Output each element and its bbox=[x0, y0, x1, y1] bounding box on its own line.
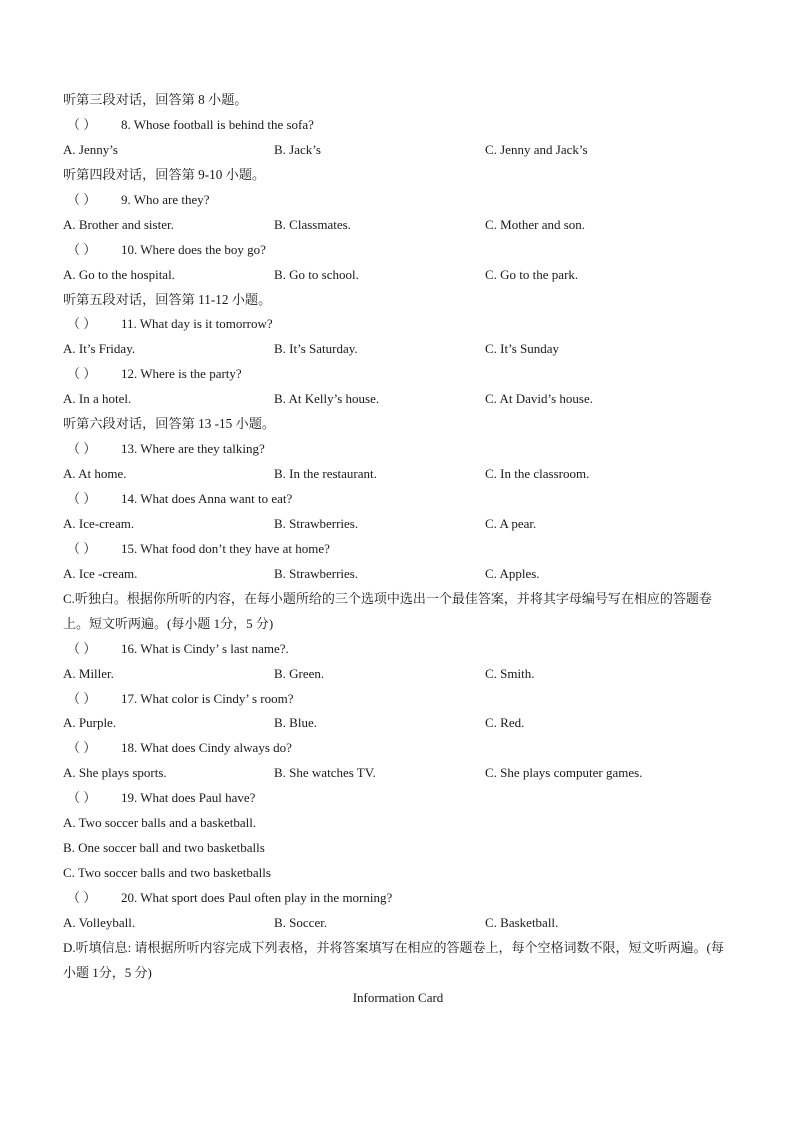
section-instructions: D.听填信息: 请根据所听内容完成下列表格，并将答案填写在相应的答题卷上，每个空格词数不限，短文听两遍。(每小题 1分，5 分) bbox=[63, 939, 724, 980]
exam-page bbox=[63, 88, 733, 1011]
question-text: 12. Where is the party? bbox=[121, 366, 242, 382]
question-stem bbox=[63, 786, 733, 811]
option-c: C. A pear. bbox=[485, 515, 537, 531]
answer-blank: （ ） bbox=[67, 241, 97, 257]
answer-blank: （ ） bbox=[67, 441, 97, 457]
question-text: 11. What day is it tomorrow? bbox=[121, 316, 273, 332]
option-a: A. Brother and sister. bbox=[63, 216, 174, 232]
question-stem bbox=[63, 537, 733, 562]
question-stem bbox=[63, 362, 733, 387]
question-stem bbox=[63, 487, 733, 512]
question-text: 19. What does Paul have? bbox=[121, 790, 256, 806]
table-title: Information Card bbox=[352, 989, 444, 1005]
option-line: B. One soccer ball and two basketballs bbox=[63, 840, 265, 856]
option-b: B. It’s Saturday. bbox=[274, 341, 358, 357]
option-c: C. Jenny and Jack’s bbox=[485, 141, 588, 157]
option-row bbox=[63, 562, 733, 587]
option-b: B. At Kelly’s house. bbox=[274, 391, 380, 407]
question-text: 18. What does Cindy always do? bbox=[121, 740, 292, 756]
option-row bbox=[63, 263, 733, 288]
option-row bbox=[63, 213, 733, 238]
answer-blank: （ ） bbox=[67, 491, 97, 506]
option-b: B. Go to school. bbox=[274, 266, 359, 282]
option-a: A. In a hotel. bbox=[63, 391, 132, 407]
option-row bbox=[63, 761, 733, 786]
option-a: A. Purple. bbox=[63, 715, 117, 731]
option-a: A. Ice-cream. bbox=[63, 515, 135, 531]
option-c: C. Smith. bbox=[485, 665, 535, 681]
answer-blank: （ ） bbox=[67, 690, 97, 706]
option-c: C. Apples. bbox=[485, 565, 540, 581]
question-text: 15. What food don’t they have at home? bbox=[121, 540, 330, 556]
option-a: A. She plays sports. bbox=[63, 765, 167, 781]
question-stem bbox=[63, 687, 733, 712]
option-b: B. Soccer. bbox=[274, 914, 328, 930]
option-c: C. Basketball. bbox=[485, 914, 559, 930]
option-row bbox=[63, 512, 733, 537]
option-b: B. Blue. bbox=[274, 715, 317, 731]
answer-blank: （ ） bbox=[67, 116, 97, 132]
section-instructions: C.听独白。根据你所听的内容，在每小题所给的三个选项中选出一个最佳答案，并将其字母编号写在相应的答题卷上。短文听两遍。(每小题 1分，5 分) bbox=[63, 590, 712, 631]
answer-blank: （ ） bbox=[67, 366, 97, 382]
option-row bbox=[63, 711, 733, 736]
answer-blank: （ ） bbox=[67, 890, 97, 906]
question-text: 16. What is Cindy’ s last name?. bbox=[121, 640, 289, 656]
option-a: A. Volleyball. bbox=[63, 914, 136, 930]
option-row bbox=[63, 911, 733, 936]
question-stem bbox=[63, 238, 733, 263]
question-stem bbox=[63, 312, 733, 337]
option-b: B. She watches TV. bbox=[274, 765, 376, 781]
section-heading: 听第四段对话，回答第 9-10 小题。 bbox=[63, 166, 266, 182]
answer-blank: （ ） bbox=[67, 740, 97, 756]
answer-blank: （ ） bbox=[67, 316, 97, 332]
question-text: 8. Whose football is behind the sofa? bbox=[121, 116, 314, 132]
option-c: C. Go to the park. bbox=[485, 266, 579, 282]
option-row bbox=[63, 462, 733, 487]
section-heading: 听第三段对话，回答第 8 小题。 bbox=[63, 92, 248, 107]
option-a: A. It’s Friday. bbox=[63, 341, 136, 357]
option-b: B. Strawberries. bbox=[274, 565, 359, 581]
option-a: A. Go to the hospital. bbox=[63, 266, 175, 282]
answer-blank: （ ） bbox=[67, 640, 97, 656]
option-a: A. At home. bbox=[63, 466, 127, 482]
option-c: C. It’s Sunday bbox=[485, 341, 560, 357]
option-b: B. Jack’s bbox=[274, 141, 321, 157]
option-a: A. Jenny’s bbox=[63, 141, 118, 157]
option-row bbox=[63, 337, 733, 362]
question-stem bbox=[63, 886, 733, 911]
question-stem bbox=[63, 188, 733, 213]
option-row bbox=[63, 387, 733, 412]
option-row bbox=[63, 138, 733, 163]
option-b: B. In the restaurant. bbox=[274, 466, 377, 482]
option-row bbox=[63, 662, 733, 687]
option-b: B. Classmates. bbox=[274, 216, 351, 232]
question-text: 14. What does Anna want to eat? bbox=[121, 491, 293, 506]
question-text: 20. What sport does Paul often play in the morning? bbox=[121, 890, 393, 906]
question-stem bbox=[63, 637, 733, 662]
question-stem bbox=[63, 736, 733, 761]
option-b: B. Green. bbox=[274, 665, 325, 681]
question-text: 17. What color is Cindy’ s room? bbox=[121, 690, 294, 706]
question-stem bbox=[63, 437, 733, 462]
option-a: A. Ice -cream. bbox=[63, 565, 138, 581]
answer-blank: （ ） bbox=[67, 540, 97, 556]
option-c: C. Mother and son. bbox=[485, 216, 586, 232]
section-heading: 听第五段对话，回答第 11-12 小题。 bbox=[63, 291, 272, 307]
option-c: C. At David’s house. bbox=[485, 391, 593, 407]
option-line: C. Two soccer balls and two basketballs bbox=[63, 865, 271, 881]
answer-blank: （ ） bbox=[67, 790, 97, 806]
section-heading: 听第六段对话，回答第 13 -15 小题。 bbox=[63, 416, 276, 432]
option-b: B. Strawberries. bbox=[274, 515, 359, 531]
question-text: 13. Where are they talking? bbox=[121, 441, 265, 457]
question-text: 9. Who are they? bbox=[121, 191, 210, 207]
option-c: C. In the classroom. bbox=[485, 466, 590, 482]
answer-blank: （ ） bbox=[67, 191, 97, 207]
question-text: 10. Where does the boy go? bbox=[121, 241, 266, 257]
option-c: C. She plays computer games. bbox=[485, 765, 643, 781]
option-c: C. Red. bbox=[485, 715, 525, 731]
option-line: A. Two soccer balls and a basketball. bbox=[63, 815, 257, 831]
option-a: A. Miller. bbox=[63, 665, 114, 681]
question-stem bbox=[63, 113, 733, 138]
